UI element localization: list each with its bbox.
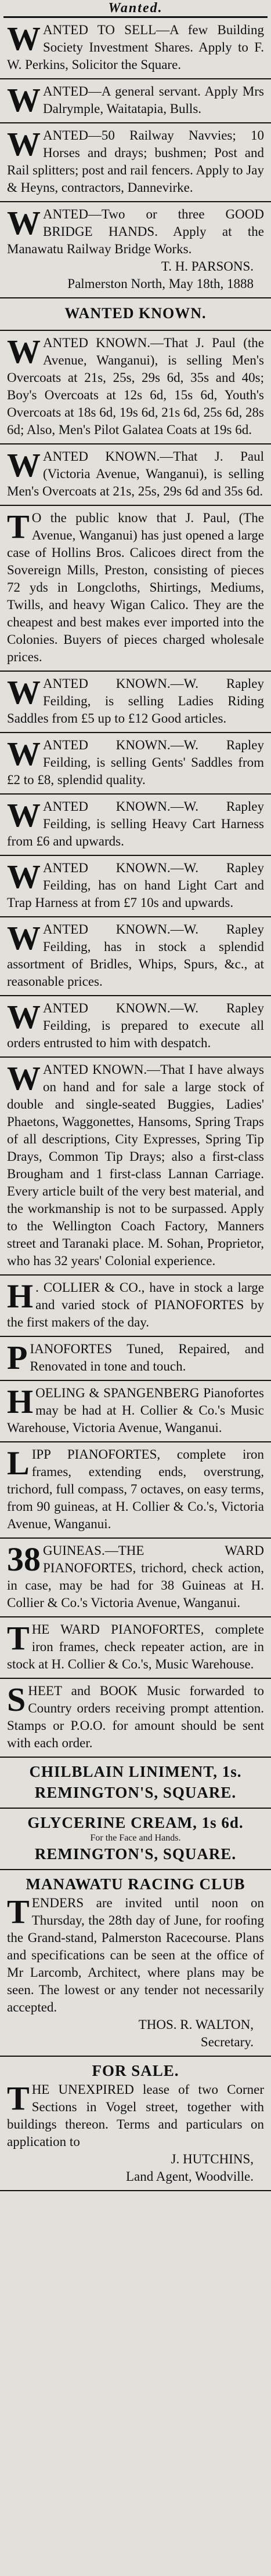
ad-subheading: For the Face and Hands. [90,1833,181,1843]
ad-text: ANTED—50 Railway Navvies; 10 Horses and drays; bushmen; Post and Rail splitters; post and rail fencers. Apply to Jay & Heyns, contractors, Dannevirke. [7,128,264,195]
ad-railway-navvies [0,123,271,202]
ad-lipp [0,1442,271,1539]
ad-text: ANTED KNOWN.—That I have always on hand and for sale a large stock of double and single-seated Buggies, Ladies' Phaetons, Waggonettes, Hansoms, Spring Traps of all descriptions, City Expresses, Spring Tip Drays, Common Tip Drays; also a first-class Brougham and 1 first-class Lannan Carriage. Every article built of the very best material, and the workmanship is not to be surpassed. Apply to the Wellington Coach Factory, Manners street and Taranaki place. M. Sohan, Proprietor, who has 32 years' Colonial experience. [7,1062,264,1268]
ad-wanted-known-heading [0,298,271,331]
ad-chilblain [0,1758,271,1809]
wanted-known-heading: WANTED KNOWN. [64,305,207,322]
ad-signature-line: Palmerston North, May 18th, 1888 [67,276,254,291]
ad-text: GUINEAS.—THE WARD PIANOFORTES, trichord, check action, in case, may be had for 38 Guineas at H. Collier & Co.'s Victoria Avenue, Wanganui. [7,1543,264,1610]
drop-cap: L [7,1444,30,1482]
ad-rapley-orders [0,996,271,1058]
ad-bridge-hands [0,202,271,298]
ad-glycerine [0,1809,271,1870]
ad-text: ANTED—Two or three GOOD BRIDGE HANDS. Apply at the Manawatu Railway Bridge Works. [7,207,264,256]
ad-text: IPP PIANOFORTES, complete iron frames, extending ends, overstrung, trichord, full compass, 7 octaves, on easy terms, from 90 guineas, at H. Collier & Co.'s, Victoria Avenue, Wanganui. [7,1447,264,1531]
ad-body [7,798,264,850]
ad-body [7,1621,264,1673]
drop-cap: W [7,125,41,163]
ad-text: ENDERS are invited until noon on Thursday, the 28th day of June, for roofing the Grand-stand, Palmerston Racecourse. Plans and specifications can be seen at the office of Mr Larcomb, Architect, where plans may be seen. The lowest or any tender not necessarily accepted. [7,1896,264,2014]
drop-cap: W [7,81,41,119]
drop-cap: T [7,1893,30,1930]
ad-signature-line: Land Agent, Woodville. [125,2169,254,2184]
ad-signature-line: Secretary. [200,2035,254,2049]
drop-cap: W [7,333,41,370]
ad-general-servant [0,79,271,123]
ad-text: ANTED KNOWN.—W. Rapley Feilding, is selling Ladies Riding Saddles from £5 up to £12 Good articles. [7,676,264,726]
ad-body [7,127,264,196]
ad-sheet-music [0,1679,271,1758]
ad-body [7,1682,264,1752]
ad-signature: T. H. PARSONS. [161,259,254,274]
ad-paul-victoria [0,444,271,506]
ad-body [7,737,264,789]
ad-rapley-saddles [0,733,271,795]
ad-lannan-carriages [0,1058,271,1276]
ad-body [7,206,264,258]
ad-text: ANTED KNOWN.—W. Rapley Feilding, is prepared to execute all orders entrusted to him with despatch. [7,1001,264,1050]
ad-text: HE WARD PIANOFORTES, complete iron frames, check repeater action, are in stock at H. Collier & Co.'s, Music Warehouse. [7,1622,264,1671]
ad-text: ANTED KNOWN.—That J. Paul (the Avenue, Wanganui), is selling Men's Overcoats at 21s, 25s, 29s 6d, 35s and 40s; Boy's Overcoats at 12s 6d, 15s 6d, Youth's Overcoats at 18s 6d, 19s 6d, 21s 6d, 25s 6d, 28s 6d; Also, Men's Pilot Galatea Coats at 19s 6d. [7,336,264,437]
ad-collier-pianofortes [0,1276,271,1337]
ads-list [0,18,271,2191]
ad-text: ANTED—A general servant. Apply Mrs Dalrymple, Waitatapia, Bulls. [43,84,264,116]
ad-paul-calicoes [0,506,271,672]
drop-cap: P [7,1339,28,1376]
ad-body [7,859,264,912]
ad-body [7,83,264,118]
drop-cap: W [7,735,41,773]
drop-cap: W [7,919,41,957]
drop-cap: W [7,204,41,242]
ad-ward-38 [0,1539,271,1617]
ad-body [7,509,264,666]
ad-rapley-light-cart [0,856,271,917]
drop-cap: H [7,1383,34,1420]
ad-body [7,2081,264,2151]
ad-body [7,1279,264,1331]
drop-cap: W [7,20,41,57]
ad-body [7,448,264,500]
drop-cap: W [7,1059,41,1097]
ad-text: HE UNEXPIRED lease of two Corner Sections in Vogel street, together with buildings thereon. Terms and particulars on application to [7,2082,264,2149]
drop-cap: W [7,998,41,1036]
drop-cap: S [7,1681,26,1718]
ad-body [7,921,264,990]
ad-text: ANTED TO SELL—A few Building Society Investment Shares. Apply to F. W. Perkins, Solicitor the Square. [7,23,264,72]
ad-body [7,1894,264,2016]
ad-body [7,1061,264,1270]
ad-paul-overcoats [0,331,271,444]
drop-cap: H [7,1277,34,1315]
ad-text: . COLLIER & CO., have in stock a large and varied stock of PIANOFORTES by the first makers of the day. [7,1280,264,1329]
ad-body [7,675,264,727]
ad-wanted-to-sell [0,18,271,79]
ad-subheading-bold: REMINGTON'S, SQUARE. [34,1784,237,1801]
ad-pianofortes-tuned [0,1337,271,1381]
ad-heading: GLYCERINE CREAM, 1s 6d. [27,1814,244,1831]
ad-heading: FOR SALE. [92,2062,179,2079]
ad-signature: J. HUTCHINS, [171,2152,254,2166]
ad-signature: THOS. R. WALTON, [138,2017,254,2032]
drop-cap: 38 [7,1540,41,1578]
ad-text: HEET and BOOK Music forwarded to Country orders receiving prompt attention. Stamps or P.O.O. for amount should be sent with each order. [7,1684,264,1750]
ad-ward-iron [0,1617,271,1679]
ad-heading: MANAWATU RACING CLUB [26,1875,245,1893]
ad-subheading-bold: REMINGTON'S, SQUARE. [34,1845,237,1863]
drop-cap: T [7,1619,30,1657]
drop-cap: W [7,673,41,711]
ad-body [7,334,264,439]
ad-text: ANTED KNOWN.—W. Rapley Feilding, has on hand Light Cart and Trap Harness at from £7 10s and upwards. [7,861,264,910]
ad-body [7,1542,264,1612]
ad-body [7,1446,264,1533]
drop-cap: T [7,508,30,545]
ad-body [7,1000,264,1052]
drop-cap: W [7,796,41,834]
drop-cap: W [7,446,41,484]
section-title: Wanted. [108,0,163,16]
ad-text: ANTED KNOWN.—W. Rapley Feilding, is selling Heavy Cart Harness from £6 and upwards. [7,799,264,848]
ad-racing-club [0,1870,271,2057]
ad-heading: CHILBLAIN LINIMENT, 1s. [29,1763,242,1780]
ad-text: ANTED KNOWN.—W. Rapley Feilding, has in stock a splendid assortment of Bridles, Whips, Spurs, &c., at reasonable prices. [7,922,264,989]
drop-cap: T [7,2079,30,2117]
ad-rapley-cart [0,795,271,856]
ad-for-sale [0,2057,271,2191]
ad-body [7,1384,264,1437]
drop-cap: W [7,858,41,895]
ad-rapley-riding [0,672,271,733]
ad-body [7,1340,264,1375]
ad-text: IANOFORTES Tuned, Repaired, and Renovated in tone and touch. [30,1342,264,1373]
ad-text: ANTED KNOWN.—W. Rapley Feilding, is selling Gents' Saddles from £2 to £8, splendid quality. [7,738,264,787]
ad-hoeling [0,1381,271,1442]
ad-body [7,21,264,74]
ad-rapley-bridles [0,917,271,996]
ad-text: O the public know that J. Paul, (The Avenue, Wanganui) has just opened a large case of Hollins Bros. Calicoes direct from the Sovereign Mills, Preston, consisting of pieces 72 yds in Longcloths, Shirtings, Mediums, Twills, and heavy Wigan Calico. They are the cheapest and best makes ever imported into the Colonies. Buyers of pieces charged wholesale prices. [7,511,264,664]
ad-text: ANTED KNOWN.—That J. Paul (Victoria Avenue, Wanganui), is selling Men's Overcoats at 21s, 25s, 29s 6d and 35s 6d. [7,449,264,498]
ad-text: OELING & SPANGENBERG Pianofortes may be had at H. Collier & Co.'s Music Warehouse, Victoria Avenue, Wanganui. [7,1386,264,1435]
